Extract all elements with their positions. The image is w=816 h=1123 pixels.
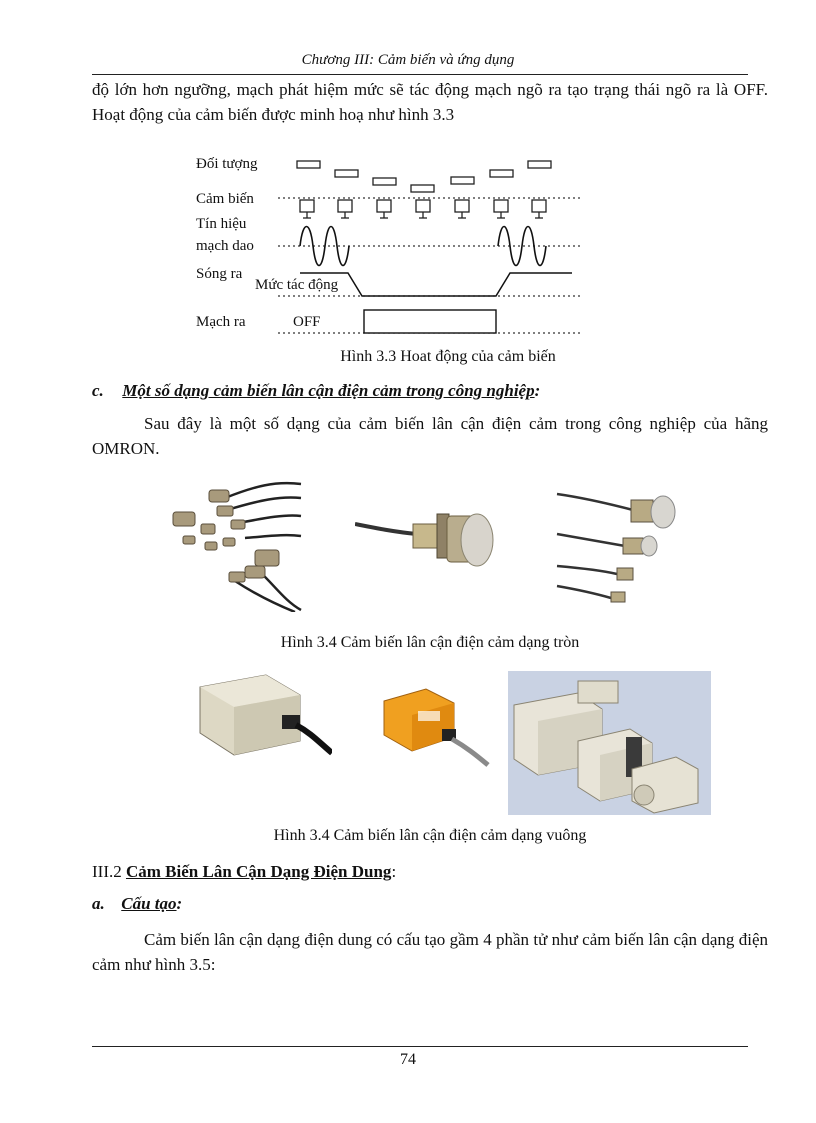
square-sensors-photo-2	[378, 681, 490, 767]
diagram-label-output-circuit: Mạch ra	[196, 314, 246, 330]
diagram-label-signal-2: mạch dao	[196, 238, 254, 254]
section-III2-title: Cảm Biến Lân Cận Dạng Điện Dung	[125, 862, 392, 881]
section-a-letter: a.	[92, 894, 105, 913]
section-a-colon: :	[176, 894, 183, 913]
output-waveform	[300, 273, 572, 296]
on-pulse	[364, 310, 496, 333]
round-sensors-photo-2	[355, 500, 495, 582]
figure-3-3-caption: Hình 3.3 Hoat động của cảm biến	[340, 348, 556, 365]
intro-paragraph: độ lớn hơn ngưỡng, mạch phát hiệm mức sẽ tác động mạch ngõ ra tạo trạng thái ngõ ra là OFF. Hoạt động của cảm biến được minh hoạ như hình 3.3	[92, 80, 768, 124]
round-sensors-photo-3	[555, 486, 679, 606]
section-c-body: Sau đây là một số dạng của cảm biến lân cận điện cảm trong công nghiệp của hãng OMRON.	[92, 414, 768, 458]
square-sensors-photo-3	[508, 671, 711, 815]
round-sensors-photo-1	[165, 476, 303, 612]
footer-rule	[92, 1046, 748, 1047]
section-a-title: Cấu tạo	[121, 894, 177, 913]
sensor-icon-7	[532, 200, 546, 218]
page-header-title: Chương III: Cảm biến và ứng dụng	[301, 52, 515, 68]
sensor-icon-5	[455, 200, 469, 218]
figure-square-caption: Hình 3.4 Cảm biến lân cận điện cảm dạng vuông	[273, 827, 587, 844]
diagram-label-trigger-level: Mức tác động	[255, 277, 339, 293]
page-number: 74	[400, 1051, 416, 1068]
sensor-operation-diagram	[0, 140, 816, 350]
object-block-7	[528, 161, 551, 168]
oscillation-burst-1	[300, 227, 349, 266]
timing-diagram-svg	[0, 140, 816, 350]
section-c-heading	[92, 381, 540, 401]
diagram-label-object: Đối tượng	[196, 156, 258, 172]
section-III2-heading	[92, 862, 396, 882]
section-c-letter: c.	[92, 381, 104, 400]
sensor-icon-6	[494, 200, 508, 218]
section-c-colon: :	[534, 381, 541, 400]
diagram-label-off: OFF	[293, 314, 321, 330]
header-rule	[92, 74, 748, 75]
square-sensors-photo-1	[196, 669, 332, 761]
object-block-6	[490, 170, 513, 177]
object-block-5	[451, 177, 474, 184]
sensor-icon-1	[300, 200, 314, 218]
diagram-label-sensor: Cảm biến	[196, 191, 254, 207]
object-block-4	[411, 185, 434, 192]
diagram-label-output-wave: Sóng ra	[196, 266, 243, 282]
section-a-heading	[92, 894, 182, 914]
section-a-body: Cảm biến lân cận dạng điện dung có cấu tạo gầm 4 phần tử như cảm biến lân cận dạng điện cảm như hình 3.5:	[92, 930, 768, 974]
section-III2-colon: :	[391, 862, 397, 881]
sensor-icon-3	[377, 200, 391, 218]
object-block-3	[373, 178, 396, 185]
section-III2-number: III.2	[92, 862, 126, 881]
diagram-label-signal-1: Tín hiệu	[196, 216, 247, 232]
figure-round-caption: Hình 3.4 Cảm biến lân cận điện cảm dạng tròn	[280, 634, 580, 651]
object-block-1	[297, 161, 320, 168]
sensor-icon-4	[416, 200, 430, 218]
section-c-title: Một số dạng cảm biến lân cận điện cảm trong công nghiệp	[122, 381, 535, 400]
object-block-2	[335, 170, 358, 177]
sensor-icon-2	[338, 200, 352, 218]
